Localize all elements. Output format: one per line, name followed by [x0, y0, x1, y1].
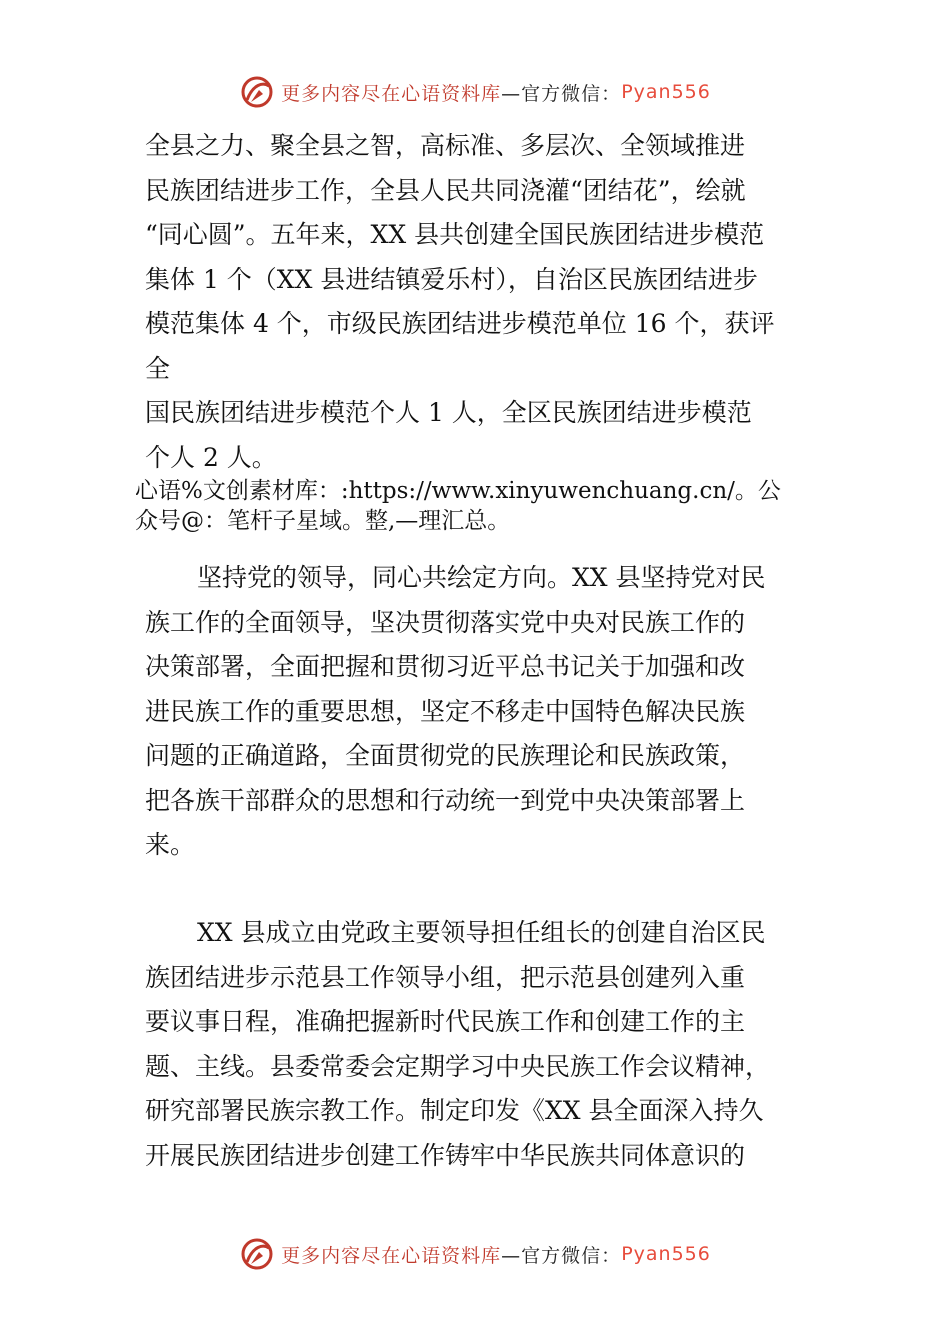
source-line: 心语%文创素材库：:https://www.xinyuwenchuang.cn/。公 [135, 478, 781, 504]
text-line: XX 县成立由党政主要领导担任组长的创建自治区民 [197, 918, 766, 947]
text-line: 坚持党的领导，同心共绘定方向。XX 县坚持党对民 [197, 563, 766, 592]
text-line: 把各族干部群众的思想和行动统一到党中央决策部署上 [145, 785, 746, 815]
text-line: 全 [145, 353, 171, 383]
text-line: 来。 [145, 830, 196, 859]
text-line: 族团结进步示范县工作领导小组，把示范县创建列入重 [145, 962, 746, 992]
source-line: 众号@：笔杆子星域。整,—理汇总。 [135, 508, 511, 534]
banner-wechat-label: —官方微信： [501, 82, 622, 105]
paragraph-2 [145, 556, 825, 868]
banner-site-name: 更多内容尽在心语资料库 [281, 1244, 502, 1267]
text-line: 问题的正确道路，全面贯彻党的民族理论和民族政策， [145, 741, 746, 770]
text-line: 模范集体 4 个，市级民族团结进步模范单位 16 个，获评 [145, 309, 775, 338]
text-line: 进民族工作的重要思想，坚定不移走中国特色解决民族 [145, 696, 746, 726]
footer-banner [0, 1232, 950, 1276]
text-line: 民族团结进步工作，全县人民共同浇灌“团结花”，绘就 [145, 175, 746, 205]
text-line: 决策部署，全面把握和贯彻习近平总书记关于加强和改 [145, 652, 746, 681]
text-line: 个人 2 人。 [145, 442, 277, 472]
text-line: 开展民族团结进步创建工作铸牢中华民族共同体意识的 [145, 1140, 746, 1170]
paragraph-1 [145, 124, 825, 480]
banner-site-name: 更多内容尽在心语资料库 [281, 82, 502, 105]
banner-wechat-id: Pyan556 [621, 81, 711, 103]
text-line: 要议事日程，准确把握新时代民族工作和创建工作的主 [145, 1007, 746, 1036]
text-line: 研究部署民族宗教工作。制定印发《XX 县全面深入持久 [145, 1096, 764, 1125]
banner-wechat-id: Pyan556 [621, 1243, 711, 1265]
banner-wechat-label: —官方微信： [501, 1244, 622, 1267]
text-line: 题、主线。县委常委会定期学习中央民族工作会议精神， [145, 1051, 771, 1081]
source-note [135, 476, 855, 536]
paragraph-3 [145, 911, 825, 1178]
brand-logo-icon [239, 1236, 275, 1272]
text-line: 国民族团结进步模范个人 1 人，全区民族团结进步模范 [145, 398, 752, 427]
text-line: 族工作的全面领导，坚决贯彻落实党中央对民族工作的 [145, 607, 746, 637]
text-line: 全县之力、聚全县之智，高标准、多层次、全领域推进 [145, 131, 746, 160]
text-line: “同心圆”。五年来，XX 县共创建全国民族团结进步模范 [145, 220, 765, 249]
text-line: 集体 1 个（XX 县进结镇爱乐村），自治区民族团结进步 [145, 264, 758, 294]
header-banner [0, 70, 950, 114]
brand-logo-icon [239, 74, 275, 110]
